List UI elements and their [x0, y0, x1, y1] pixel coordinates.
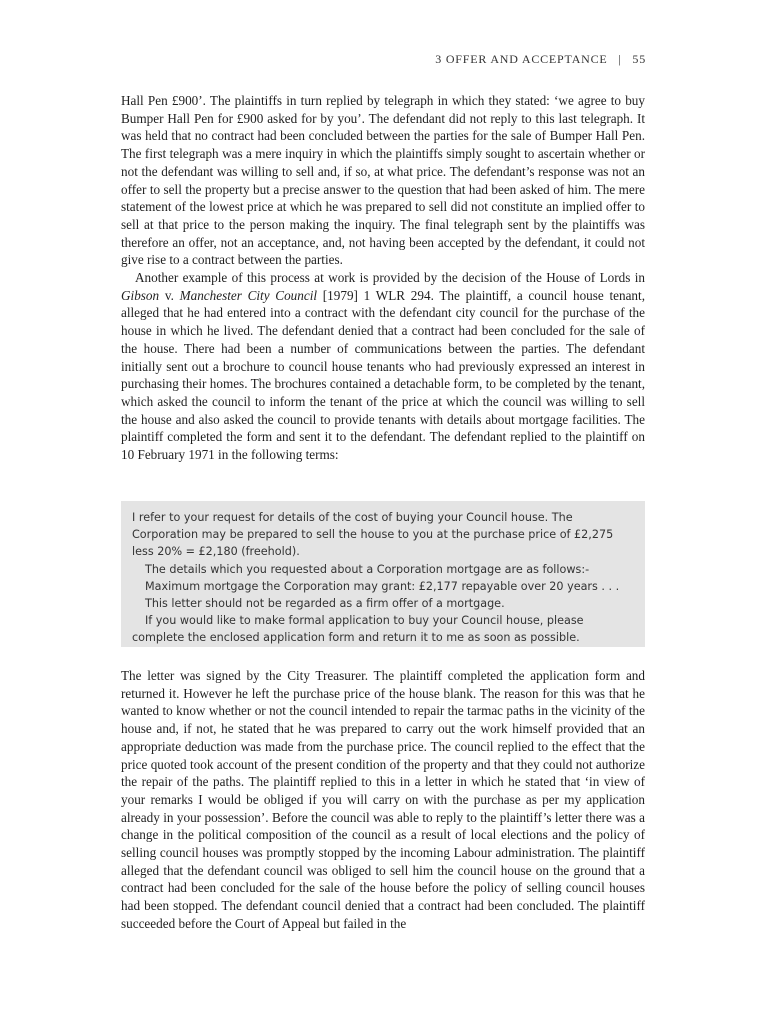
quote-line-1: I refer to your request for details of the cost of buying your Council house. The Corporation may be prepared to sell the house to you at the purchase price of £2,275 less 20% = £2,180 (freehold).	[132, 511, 614, 559]
chapter-number: 3	[435, 52, 443, 66]
page-number: 55	[632, 52, 646, 66]
case-name-gibson: Gibson	[121, 287, 160, 303]
quote-line-2: The details which you requested about a Corporation mortgage are as follows:-	[145, 562, 590, 576]
quote-line-5: If you would like to make formal application to buy your Council house, please complete the enclosed application form and return it to me as soon as possible.	[132, 614, 584, 645]
header-separator: |	[618, 52, 622, 66]
paragraph-2	[121, 269, 645, 464]
chapter-title: OFFER AND ACCEPTANCE	[445, 52, 608, 66]
case-name-manchester: Manchester City Council	[179, 287, 318, 303]
paragraph-3: The letter was signed by the City Treasurer. The plaintiff completed the application form and returned it. However he left the purchase price of the house blank. The reason for this was that he wanted to know whether or not the council intended to repair the tarmac paths in the vicinity of the house and, if not, he stated that he was prepared to carry out the work himself provided that an appropriate deduction was made from the purchase price. The council replied to the effect that the price quoted took account of the present condition of the property and that they could not authorize the repair of the paths. The plaintiff replied to this in a letter in which he stated that ‘in view of your remarks I would be obliged if you will carry on with the purchase as per my application already in your possession’. Before the council was able to reply to the plaintiff’s letter there was a change in the political composition of the council as a result of local elections and the policy of selling council houses was promptly stopped by the incoming Labour administration. The plaintiff alleged that the defendant council was obliged to sell him the council house on the ground that a contract had been concluded for the sale of the house before the policy of selling council houses had been stopped. The defendant council denied that a contract had been concluded. The plaintiff succeeded before the Court of Appeal but failed in the	[121, 668, 645, 931]
paragraph-1: Hall Pen £900’. The plaintiffs in turn replied by telegraph in which they stated: ‘we agree to buy Bumper Hall Pen for £900 asked for by you’. The defendant did not reply to this last telegraph. It was held that no contract had been concluded between the parties for the sale of Bumper Hall Pen. The first telegraph was a mere inquiry in which the plaintiffs simply sought to ascertain whether or not the defendant was willing to sell and, if so, at what price. The defendant’s response was not an offer to sell the property but a precise answer to the question that had been asked of him. The mere statement of the lowest price at which he was prepared to sell did not constitute an implied offer to sell at that price to the person making the inquiry. The final telegraph sent by the plaintiffs was therefore an offer, not an acceptance, and, not having been accepted by the defendant, it could not give rise to a contract between the parties.	[121, 93, 645, 268]
body-text-upper	[121, 92, 645, 464]
paragraph-2-rest: [1979] 1 WLR 294. The plaintiff, a council house tenant, alleged that he had entered into a contract with the defendant city council for the purchase of the house in which he lived. The defendant denied that a contract had been concluded for the sale of the house. There had been a number of communications between the parties. The defendant initially sent out a brochure to council house tenants who had previously expressed an interest in purchasing their homes. The brochures contained a detachable form, to be completed by the tenant, which asked the council to inform the tenant of the price at which the council was willing to sell the house and also asked the council to provide tenants with details about mortgage facilities. The plaintiff completed the form and sent it to the defendant. The defendant replied to the plaintiff on 10 February 1971 in the following terms:	[121, 287, 645, 463]
quoted-letter	[121, 501, 645, 647]
quote-line-4: This letter should not be regarded as a firm offer of a mortgage.	[145, 597, 505, 611]
running-header	[435, 52, 646, 67]
paragraph-2-intro: Another example of this process at work is provided by the decision of the House of Lords in	[135, 270, 645, 286]
body-text-lower	[121, 667, 645, 933]
case-versus: v.	[159, 287, 180, 303]
quote-line-3: Maximum mortgage the Corporation may grant: £2,177 repayable over 20 years . . .	[145, 579, 620, 593]
